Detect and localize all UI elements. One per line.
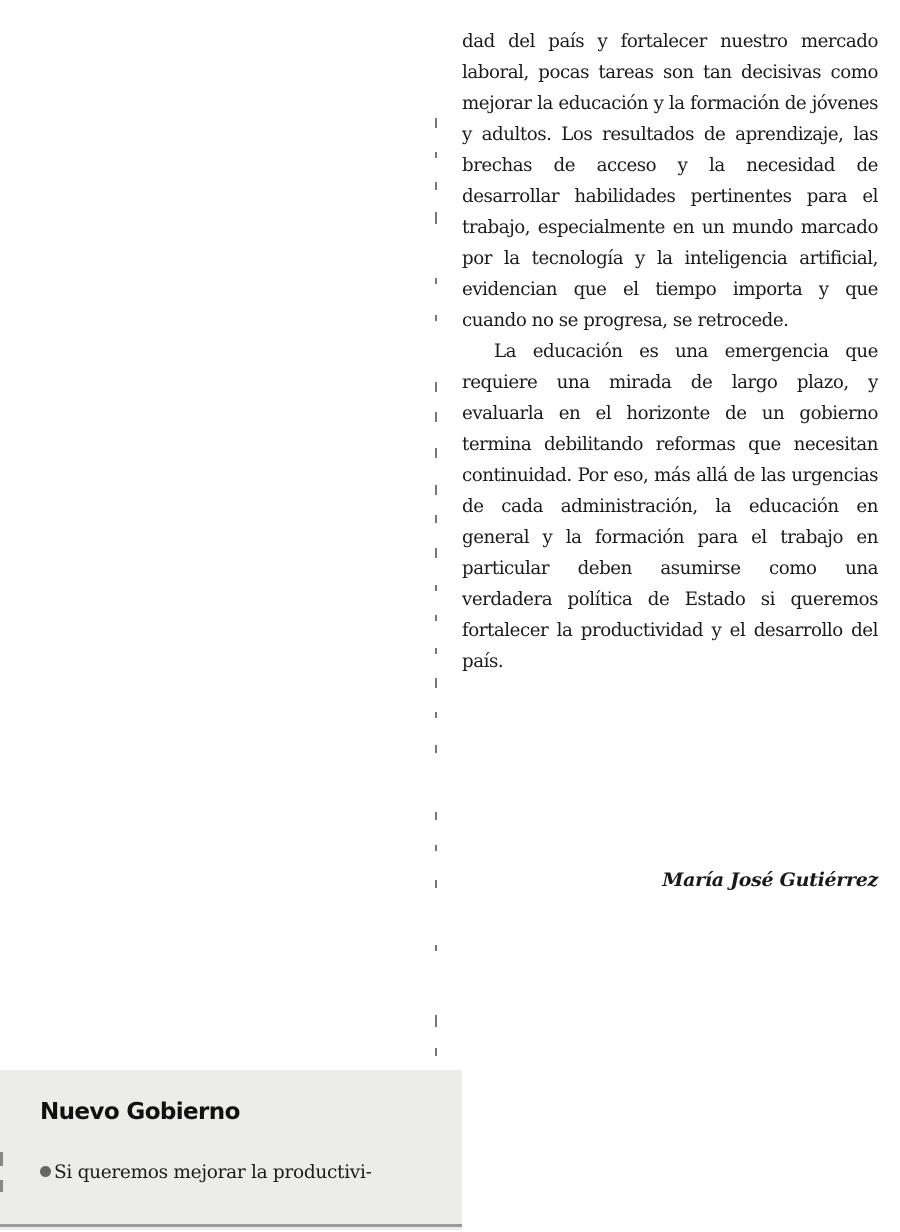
lead-text: Si queremos mejorar la productivi- (54, 1162, 372, 1183)
author-signature: María José Gutiérrez (662, 869, 878, 891)
column-divider (432, 100, 442, 1080)
left-column-area (0, 0, 432, 1070)
edge-mark (0, 1152, 3, 1166)
next-article-panel (0, 1070, 462, 1230)
next-article-lead (40, 1162, 372, 1183)
article-paragraph: dad del país y fortalecer nuestro mercado laboral, pocas tareas son tan decisivas como mejorar la educación y la formación de jóvenes y adultos. Los resultados de aprendizaje, las brechas de acceso y la necesidad de desarrollar habilidades pertinentes para el trabajo, especialmente en un mundo marcado por la tecnología y la inteligencia artificial, evidencian que el tiempo importa y que cuando no se progresa, se retrocede. (462, 31, 878, 331)
article-body (462, 26, 878, 906)
edge-mark (0, 1180, 3, 1192)
section-heading: Nuevo Gobierno (40, 1099, 240, 1125)
bottom-divider (0, 1224, 462, 1227)
bullet-icon (40, 1166, 51, 1177)
article-paragraph: La educación es una emergencia que requiere una mirada de largo plazo, y evaluarla en el horizonte de un gobierno termina debilitando reformas que necesitan continuidad. Por eso, más allá de las urgencias de cada administración, la educación en general y la formación para el trabajo en particular deben asumirse como una verdadera política de Estado si queremos fortalecer la productividad y el desarrollo del país. (462, 341, 878, 672)
